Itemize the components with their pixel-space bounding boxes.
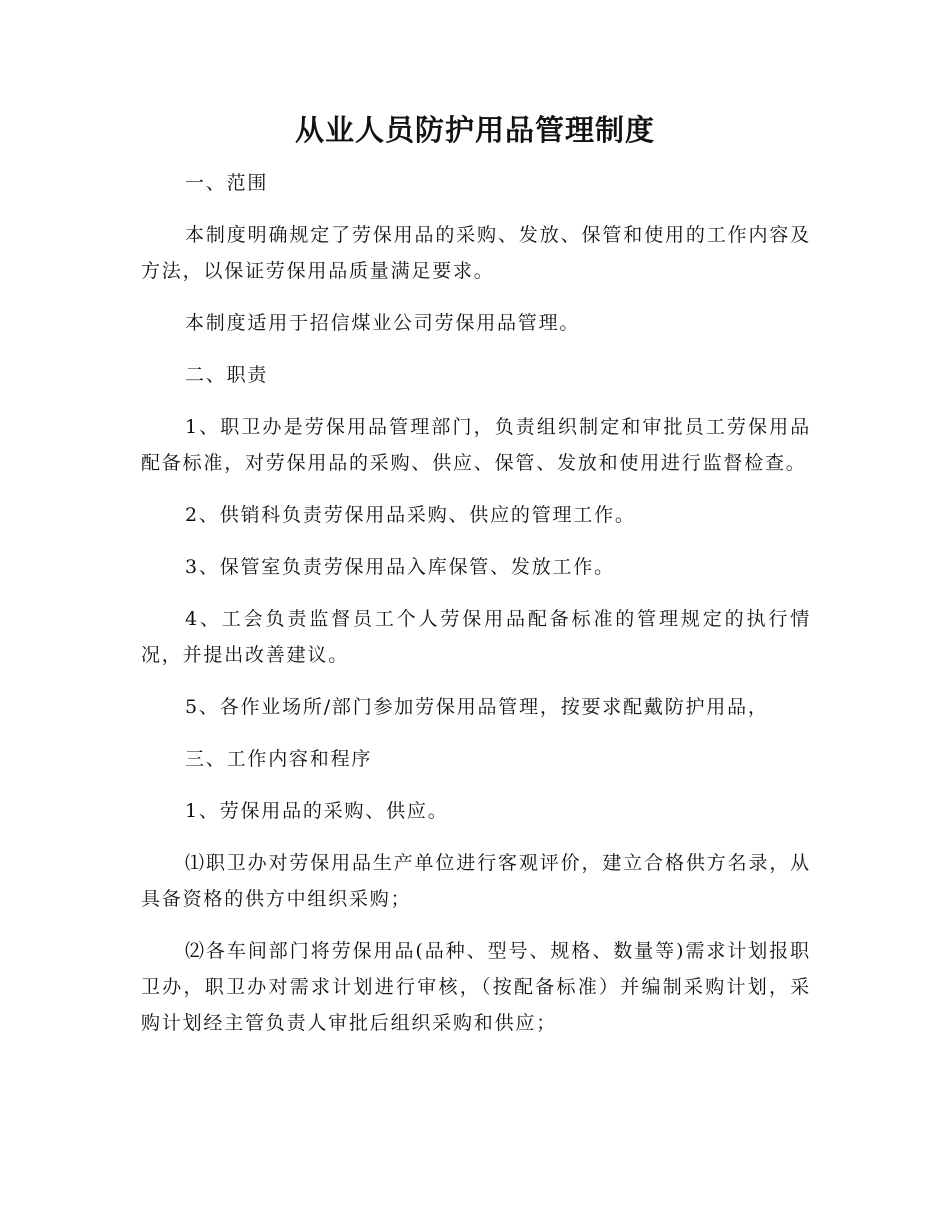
- document-title: 从业人员防护用品管理制度: [294, 113, 655, 147]
- paragraph: 1、劳保用品的采购、供应。: [185, 800, 449, 822]
- paragraph: 5、各作业场所/部门参加劳保用品管理，按要求配戴防护用品，: [185, 696, 769, 718]
- paragraph: 4、工会负责监督员工个人劳保用品配备标准的管理规定的执行情况，并提出改善建议。: [141, 608, 811, 666]
- document-body: [141, 165, 811, 1057]
- section-heading-duties: 二、职责: [185, 364, 269, 386]
- paragraph: 1、职卫办是劳保用品管理部门，负责组织制定和审批员工劳保用品配备标准，对劳保用品的采购、供应、保管、发放和使用进行监督检查。: [141, 416, 811, 474]
- paragraph: 3、保管室负责劳保用品入库保管、发放工作。: [185, 556, 615, 578]
- section-heading-scope: 一、范围: [185, 172, 269, 194]
- paragraph: 2、供销科负责劳保用品采购、供应的管理工作。: [185, 504, 636, 526]
- paragraph: ⑴职卫办对劳保用品生产单位进行客观评价，建立合格供方名录，从具备资格的供方中组织采购；: [141, 852, 811, 910]
- section-heading-procedures: 三、工作内容和程序: [185, 748, 373, 770]
- paragraph: ⑵各车间部门将劳保用品(品种、型号、规格、数量等)需求计划报职卫办，职卫办对需求计划进行审核，（按配备标准）并编制采购计划，采购计划经主管负责人审批后组织采购和供应；: [141, 940, 811, 1034]
- paragraph: 本制度适用于招信煤业公司劳保用品管理。: [185, 312, 581, 334]
- paragraph: 本制度明确规定了劳保用品的采购、发放、保管和使用的工作内容及方法，以保证劳保用品质量满足要求。: [141, 224, 811, 282]
